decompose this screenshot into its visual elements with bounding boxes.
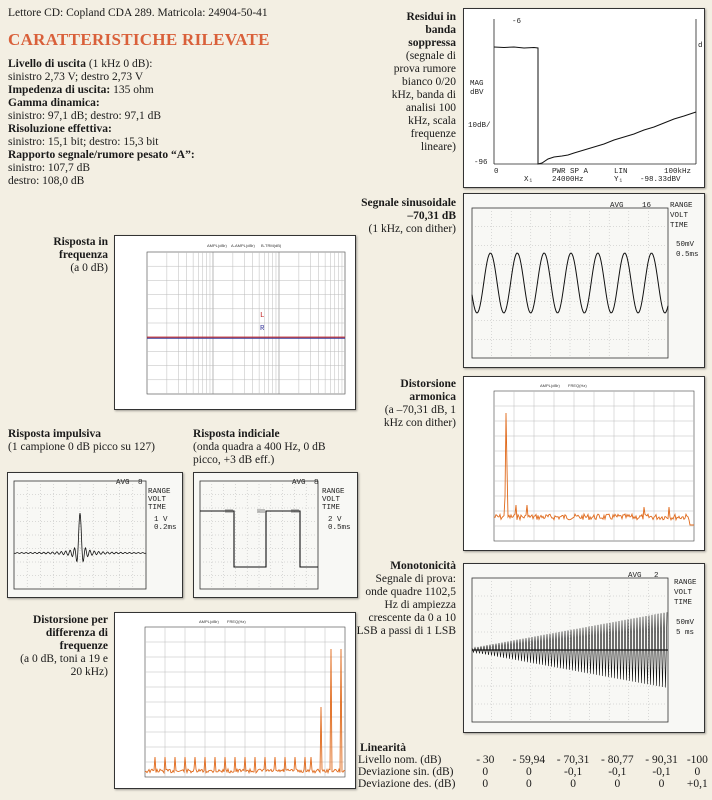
spec-value: sinistro 2,73 V; destro 2,73 V — [8, 71, 144, 83]
caption-impulsiva: Risposta impulsiva (1 campione 0 dB picco su 127) — [8, 428, 155, 453]
linearity-cell: 0 — [658, 778, 665, 790]
svg-text:AMPL(dBr): AMPL(dBr) — [540, 383, 560, 388]
svg-text:16: 16 — [642, 202, 652, 210]
svg-text:B-TRM(dB): B-TRM(dB) — [261, 243, 282, 248]
svg-text:-98.33dBV: -98.33dBV — [640, 176, 681, 184]
linearity-cell: 0 — [694, 766, 701, 778]
indiciale-scope — [193, 472, 358, 598]
svg-text:0.2ms: 0.2ms — [154, 524, 177, 532]
linearity-cell: - 59,94 — [512, 754, 546, 766]
linearity-row-label: Livello nom. (dB) — [358, 754, 442, 766]
linearity-cell: 0 — [526, 778, 532, 790]
linearity-cell: - 80,77 — [601, 754, 634, 766]
svg-text:AVG: AVG — [628, 572, 642, 580]
residui-top-label: -6 — [512, 18, 522, 26]
residui-mag-label: MAG — [470, 80, 484, 88]
monotonicita-scope — [463, 563, 705, 733]
specs-block — [8, 58, 268, 188]
svg-text:AMPL(dBr): AMPL(dBr) — [207, 243, 227, 248]
svg-text:PWR SP A: PWR SP A — [552, 168, 589, 176]
svg-text:LIN: LIN — [614, 168, 628, 176]
linearity-title: Linearità — [360, 742, 406, 754]
residui-div-label: 10dB/ — [468, 122, 491, 130]
spec-row: Impedenza di uscita: 135 ohm — [8, 84, 154, 96]
armonica-plot — [463, 376, 705, 551]
linearity-cell: -100 — [686, 754, 708, 766]
linearity-row — [358, 778, 712, 790]
linearity-cell: - 30 — [476, 754, 495, 766]
caption-indiciale: Risposta indiciale (onda quadra a 400 Hz, 0 dB picco, +3 dB eff.) — [193, 428, 326, 466]
linearity-row — [358, 766, 712, 778]
linearity-table — [358, 754, 712, 790]
linearity-cell: 0 — [526, 766, 532, 778]
caption-monotonicita: Monotonicità Segnale di prova: onde quadre 1102,5 Hz di ampiezza crescente da 0 a 10 LSB a passi di 1 LSB — [356, 560, 456, 637]
svg-text:100kHz: 100kHz — [664, 168, 692, 176]
linearity-cell: - 90,31 — [645, 754, 678, 766]
linearity-cell: +0,1 — [686, 778, 708, 790]
impulsiva-scope — [7, 472, 183, 598]
svg-text:8: 8 — [138, 479, 143, 487]
svg-text:AMPL(dBr): AMPL(dBr) — [199, 619, 219, 624]
svg-text:FREQ(Hz): FREQ(Hz) — [568, 383, 587, 388]
svg-text:RANGE: RANGE — [674, 579, 697, 587]
linearity-cell: 0 — [614, 778, 621, 790]
svg-text:VOLT: VOLT — [670, 212, 689, 220]
svg-text:AVG: AVG — [116, 479, 130, 487]
sinusoidale-scope — [463, 193, 705, 368]
svg-text:L: L — [260, 312, 265, 320]
svg-text:TIME: TIME — [322, 504, 341, 512]
svg-text:50mV: 50mV — [676, 241, 695, 249]
linearity-cell: -0,1 — [608, 766, 627, 778]
linearity-cell: 0 — [482, 766, 489, 778]
caption-residui: Residui in banda soppressa (segnale di prova rumore bianco 0/20 kHz, banda di analisi 100 kHz, scala frequenze lineare) — [391, 11, 456, 153]
svg-text:1 V: 1 V — [154, 516, 168, 524]
residui-d-label: d — [698, 42, 703, 50]
svg-text:X₁: X₁ — [524, 176, 534, 184]
residui-bottom-label: -96 — [474, 159, 488, 167]
caption-sinusoidale: Segnale sinusoidale –70,31 dB (1 kHz, con dither) — [361, 197, 456, 235]
svg-text:RANGE: RANGE — [148, 488, 171, 496]
spec-value: sinistro: 107,7 dB — [8, 162, 91, 174]
svg-text:VOLT: VOLT — [148, 496, 167, 504]
svg-text:VOLT: VOLT — [674, 589, 693, 597]
svg-text:R: R — [260, 325, 265, 333]
linearity-cell: 0 — [482, 778, 489, 790]
spec-value: sinistro: 15,1 bit; destro: 15,3 bit — [8, 136, 159, 148]
svg-text:0.5ms: 0.5ms — [328, 524, 351, 532]
residui-dbv-label: dBV — [470, 89, 484, 97]
page-title: CARATTERISTICHE RILEVATE — [8, 30, 270, 49]
linearity-cell: -0,1 — [563, 766, 583, 778]
svg-text:TIME: TIME — [148, 504, 167, 512]
svg-text:RANGE: RANGE — [322, 488, 345, 496]
linearity-row-label: Deviazione sin. (dB) — [358, 766, 454, 778]
svg-text:VOLT: VOLT — [322, 496, 341, 504]
spec-value: destro: 108,0 dB — [8, 175, 85, 187]
svg-text:TIME: TIME — [670, 222, 689, 230]
frequenza-plot — [114, 235, 356, 410]
svg-text:8: 8 — [314, 479, 319, 487]
svg-text:TIME: TIME — [674, 599, 693, 607]
svg-text:0: 0 — [494, 168, 499, 176]
caption-frequenza: Risposta in frequenza (a 0 dB) — [53, 236, 108, 274]
svg-text:A-AMPL(dBr): A-AMPL(dBr) — [231, 243, 255, 248]
spec-row: Gamma dinamica: — [8, 97, 100, 109]
linearity-row — [358, 754, 712, 766]
spec-value: sinistro: 97,1 dB; destro: 97,1 dB — [8, 110, 162, 122]
svg-text:FREQ(Hz): FREQ(Hz) — [227, 619, 246, 624]
svg-text:AVG: AVG — [292, 479, 306, 487]
svg-text:RANGE: RANGE — [670, 202, 693, 210]
differenza-plot — [114, 612, 356, 789]
svg-text:Y₁: Y₁ — [614, 176, 624, 184]
svg-text:2: 2 — [654, 572, 659, 580]
linearity-cell: -0,1 — [652, 766, 671, 778]
svg-text:2 V: 2 V — [328, 516, 342, 524]
svg-text:AVG: AVG — [610, 202, 624, 210]
spec-row: Risoluzione effettiva: — [8, 123, 112, 135]
spec-row: Livello di uscita (1 kHz 0 dB): — [8, 58, 153, 70]
svg-text:5 ms: 5 ms — [676, 629, 695, 637]
svg-text:50mV: 50mV — [676, 619, 695, 627]
caption-armonica: Distorsione armonica (a –70,31 dB, 1 kHz con dither) — [383, 378, 456, 429]
svg-text:0.5ms: 0.5ms — [676, 251, 699, 259]
linearity-row-label: Deviazione des. (dB) — [358, 778, 456, 790]
residui-plot — [463, 8, 705, 188]
linearity-cell: 0 — [570, 778, 576, 790]
linearity-cell: - 70,31 — [556, 754, 590, 766]
svg-text:24000Hz: 24000Hz — [552, 176, 584, 184]
header-line: Lettore CD: Copland CDA 289. Matricola: 24904-50-41 — [8, 7, 268, 19]
spec-row: Rapporto segnale/rumore pesato “A”: — [8, 149, 195, 161]
caption-differenza: Distorsione per differenza di frequenze (a 0 dB, toni a 19 e 20 kHz) — [20, 614, 108, 678]
